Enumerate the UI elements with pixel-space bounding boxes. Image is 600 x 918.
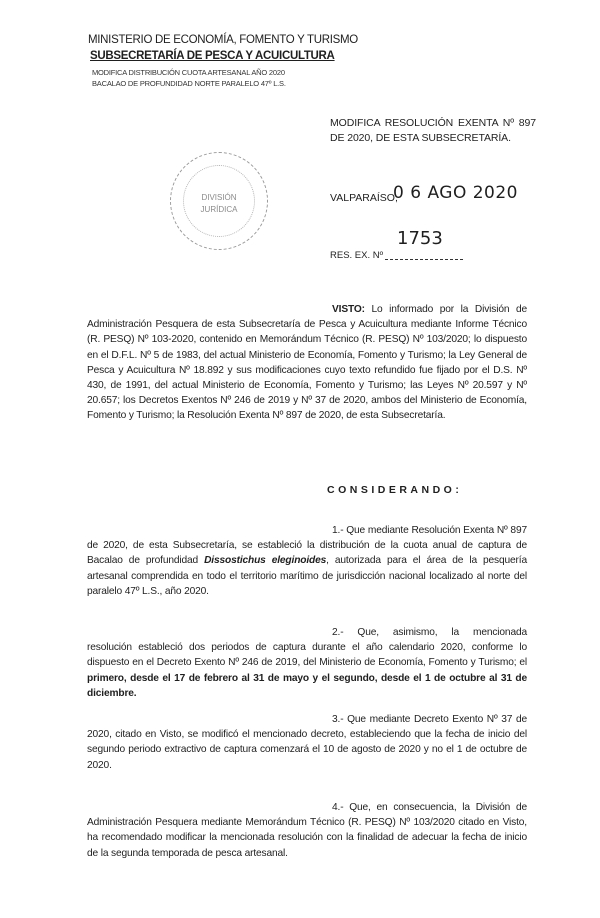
resolution-number-label — [330, 250, 463, 261]
p3-text: 3.- Que mediante Decreto Exento Nº 37 de 2020, citado en Visto, se modificó el mencionado decreto, estableciendo que la fecha de inicio del segundo periodo extractivo de captura comenzará el 10 de agosto de 2020 y no el 1 de octubre de 2020. — [87, 714, 527, 771]
p1-text-a: 1.- Que mediante Resolución Exenta Nº 897 de 2020, de esta Subsecretaría, se estableció la distribución de la cuota anual de captura de Bacalao de profundidad — [87, 525, 527, 567]
ministry-name: MINISTERIO DE ECONOMÍA, FOMENTO Y TURISMO — [88, 34, 358, 46]
considerando-paragraph-2 — [87, 625, 527, 701]
signature-line — [385, 259, 463, 260]
stamp-line-2: JURÍDICA — [200, 205, 238, 214]
visto-paragraph — [87, 302, 527, 424]
species-name: Dissostichus eleginoides — [204, 555, 327, 567]
resolution-subject: MODIFICA RESOLUCIÓN EXENTA Nº 897 DE 2020, DE ESTA SUBSECRETARÍA. — [330, 117, 536, 144]
considerando-heading: CONSIDERANDO: — [327, 484, 463, 496]
p4-text: 4.- Que, en consecuencia, la División de Administración Pesquera mediante Memorándum Técnico (R. PESQ) Nº 103/2020 citado en Visto, ha recomendado modificar la mencionada resolución con la finalidad de adecuar la fecha de inicio de la segunda temporada de pesca artesanal. — [87, 802, 527, 859]
visto-text: Lo informado por la División de Administración Pesquera de esta Subsecretaría de Pesca y Acuicultura mediante Informe Técnico (R. PESQ) Nº 103-2020, contenido en Memorándum Técnico (R. PESQ) Nº 103/2020; lo dispuesto en el D.F.L. Nº 5 de 1983, del actual Ministerio de Economía, Fomento y Turismo; la Ley General de Pesca y Acuicultura Nº 18.892 y sus modificaciones cuyo texto refundido fue fijado por el D.S. Nº 430, de 1991, del actual Ministerio de Economía, Fomento y Turismo; las Leyes Nº 20.597 y Nº 20.657; los Decretos Exentos Nº 246 de 2019 y Nº 37 de 2020, ambos del Ministerio de Economía, Fomento y Turismo; la Resolución Exenta Nº 897 de 2020, de esta Subsecretaría. — [87, 304, 527, 422]
p2-periods: primero, desde el 17 de febrero al 31 de mayo y el segundo, desde el 1 de octubre al 31 de diciembre. — [87, 672, 527, 699]
reference-line-2: BACALAO DE PROFUNDIDAD NORTE PARALELO 47º L.S. — [92, 79, 286, 88]
resolution-number: 1753 — [397, 228, 443, 249]
resolution-label: RES. EX. Nº — [330, 250, 384, 261]
place-label: VALPARAÍSO, — [330, 192, 398, 204]
division-stamp — [170, 152, 268, 250]
visto-lead: VISTO: — [332, 304, 365, 315]
date-stamp: 0 6 AGO 2020 — [393, 183, 518, 203]
reference-line-1: MODIFICA DISTRIBUCIÓN CUOTA ARTESANAL AÑO 2020 — [92, 68, 285, 77]
considerando-paragraph-4 — [87, 800, 527, 861]
p1-text-b: , autorizada para el área de la pesquería artesanal comprendida en todo el territorio marítimo de jurisdicción nacional localizado al norte del paralelo 47º L.S., año 2020. — [87, 555, 527, 597]
considerando-paragraph-3 — [87, 712, 527, 773]
stamp-line-1: DIVISIÓN — [201, 193, 237, 202]
p2-text-a: 2.- Que, asimismo, la mencionada resolución estableció dos periodos de captura durante el año calendario 2020, conforme lo dispuesto en el Decreto Exento Nº 246 de 2019, del Ministerio de Economía, Fomento y Turismo; el — [87, 627, 527, 669]
subsecretaria-name: SUBSECRETARÍA DE PESCA Y ACUICULTURA — [90, 50, 335, 62]
considerando-paragraph-1 — [87, 523, 527, 599]
